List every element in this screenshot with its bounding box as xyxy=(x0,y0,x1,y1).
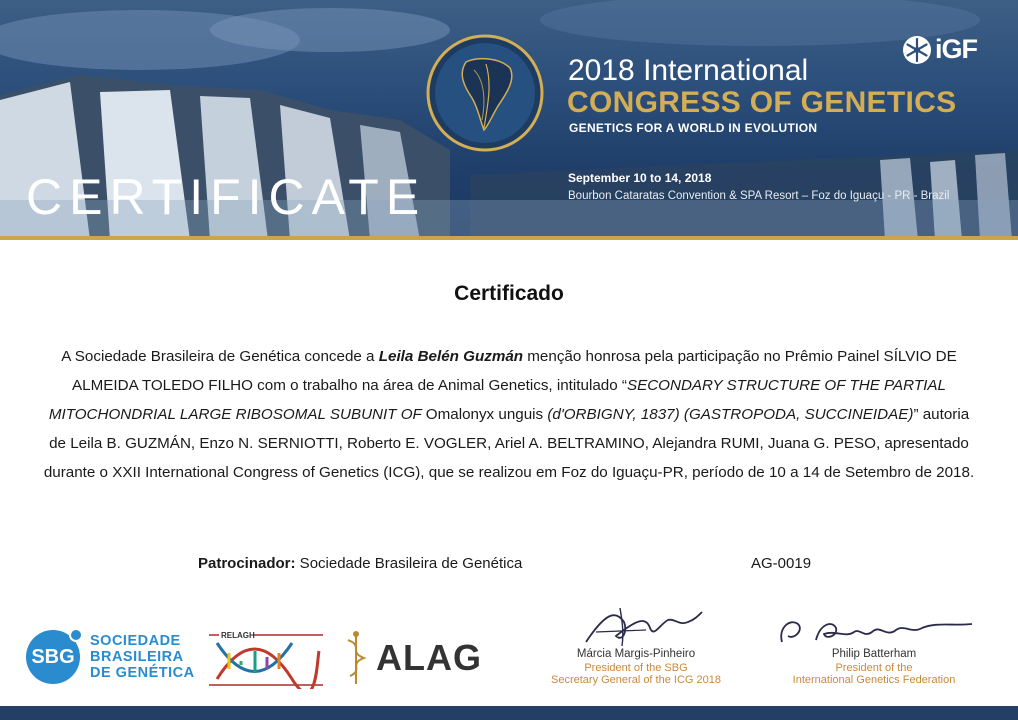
body-intro: A Sociedade Brasileira de Genética concede a xyxy=(61,348,379,365)
body-authors: ” autoria de Leila B. GUZMÁN, Enzo N. SERNIOTTI, Roberto E. VOGLER, Ariel A. BELTRAMINO, Alejandra RUMI, Juana G. PESO, apresentado durante o XXII International Congress of Genetics (ICG), que se realizou em Foz do Iguaçu-PR, período de 10 a 14 de Setembro de 2018. xyxy=(43,406,975,481)
signatory-1-role-1: President of the SBG xyxy=(584,662,688,674)
sbg-logo-text xyxy=(90,633,195,681)
sbg-logo xyxy=(26,630,195,684)
work-title-b: (d'ORBIGNY, 1837) (GASTROPODA, SUCCINEIDAE) xyxy=(543,406,914,423)
signature-image-1 xyxy=(576,602,706,652)
banner-divider xyxy=(0,236,1018,240)
sponsor-value: Sociedade Brasileira de Genética xyxy=(295,555,523,572)
relagh-label: RELAGH xyxy=(221,631,255,640)
header-banner xyxy=(0,0,1018,240)
signatory-2-role-2: International Genetics Federation xyxy=(792,674,956,686)
species-name: Omalonyx unguis xyxy=(425,406,544,423)
event-tagline xyxy=(569,121,817,135)
sbg-line3: DE GENÉTICA xyxy=(90,665,195,681)
relagh-logo xyxy=(207,629,325,689)
event-year-line: 2018 International xyxy=(568,54,809,87)
sponsor-line xyxy=(198,555,522,572)
igf-logo-text: iGF xyxy=(935,34,977,64)
sbg-line2: BRASILEIRA xyxy=(90,649,184,665)
event-venue: Bourbon Cataratas Convention & SPA Resort – Foz do Iguaçu - PR - Brazil xyxy=(568,190,950,202)
igf-snowflake-icon xyxy=(902,35,932,65)
signatory-2-role-1: President of the xyxy=(835,662,913,674)
work-title-a: SECONDARY STRUCTURE OF THE PARTIAL MITOCHONDRIAL LARGE RIBOSOMAL SUBUNIT OF xyxy=(48,377,946,423)
event-congress-title: CONGRESS OF GENETICS xyxy=(567,86,957,119)
globe-emblem-icon xyxy=(426,34,544,152)
sponsor-label: Patrocinador: xyxy=(198,555,296,572)
sbg-line1: SOCIEDADE xyxy=(90,633,181,649)
signatory-1-name: Márcia Margis-Pinheiro xyxy=(576,648,696,660)
certificate-code: AG-0019 xyxy=(751,555,812,572)
awardee-name: Leila Belén Guzmán xyxy=(378,348,524,365)
sbg-dot xyxy=(69,628,83,642)
tagline-prefix: GENETICS FOR A WORLD IN xyxy=(569,121,745,135)
body-mention: menção honrosa pela participação no Prêmio Painel SÍLVIO DE ALMEIDA TOLEDO FILHO com o trabalho na área de Animal Genetics, intitulado “ xyxy=(72,348,957,394)
signature-image-2 xyxy=(776,614,976,648)
dna-helix-icon xyxy=(217,643,319,689)
alag-logo xyxy=(344,630,482,686)
certificate-heading: CERTIFICATE xyxy=(26,169,427,225)
signatory-2-name: Philip Batterham xyxy=(831,648,917,660)
tagline-emphasis: EVOLUTION xyxy=(744,121,818,135)
certificate-body xyxy=(40,342,978,487)
signature-block-2 xyxy=(768,600,980,690)
document-title: Certificado xyxy=(454,282,564,305)
event-date: September 10 to 14, 2018 xyxy=(568,171,712,185)
signatory-1-role-2: Secretary General of the ICG 2018 xyxy=(551,674,721,686)
signature-block-1 xyxy=(536,600,736,690)
igf-logo xyxy=(902,34,977,65)
sbg-logo-mark xyxy=(26,630,80,684)
footer-bar xyxy=(0,706,1018,720)
alag-label: ALAG xyxy=(376,637,482,678)
sbg-abbr: SBG xyxy=(31,645,75,668)
alag-caduceus-icon xyxy=(344,630,368,686)
